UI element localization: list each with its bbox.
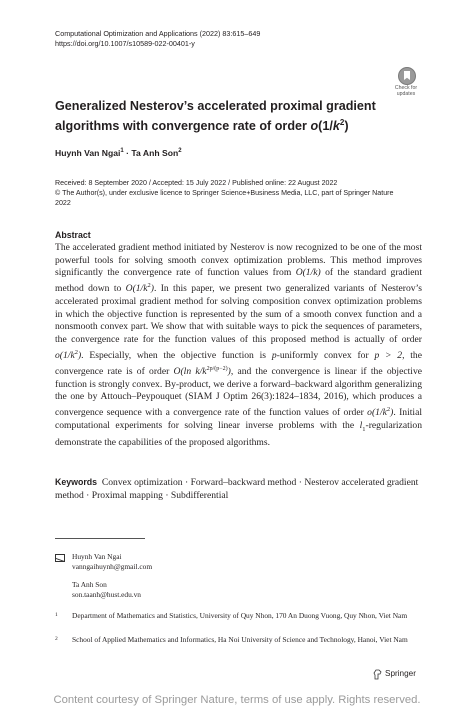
springer-horse-icon <box>373 669 382 680</box>
check-for-updates-badge[interactable] <box>391 66 421 100</box>
paper-title: Generalized Nesterov’s accelerated proximal gradient algorithms with convergence rate of order $o(1/k^2)$ <box>55 99 376 133</box>
contact-email[interactable]: vanngaihuynh@gmail.com <box>72 562 153 571</box>
journal-citation: Computational Optimization and Applications (2022) 83:615–649 <box>55 29 261 38</box>
badge-line2: updates <box>396 91 416 97</box>
abstract-heading: Abstract <box>55 230 91 240</box>
contact-name: Ta Anh Son <box>72 580 107 589</box>
bookmark-icon <box>398 67 416 85</box>
badge-line1: Check for <box>394 85 418 91</box>
author-name[interactable]: Ta Anh Son <box>131 148 179 158</box>
keywords-heading: Keywords <box>55 477 98 487</box>
contact-email[interactable]: son.taanh@hust.edu.vn <box>72 590 142 599</box>
springer-logo: Springer <box>373 669 425 681</box>
footer-notice: Content courtesy of Springer Nature, terms of use apply. Rights reserved. <box>53 694 421 706</box>
contact-block <box>55 552 152 600</box>
envelope-icon <box>55 554 65 562</box>
author-name[interactable]: Huynh Van Ngai <box>55 148 121 158</box>
journal-header <box>55 29 260 49</box>
abstract-text: The accelerated gradient method initiated by Nesterov is now recognized to be one of the most powerful tools for solving smooth convex optimization problems. This method improves significantly the convergence rate of function values from O(1/k) of the standard gradient method down to $O(1/k^2)$. In this paper, we present two generalized variants of Nesterov’s accelerated proximal gradient method for solving composition convex optimization problems in which the objective function is represented by the sum of a smooth convex function and a nonsmooth convex part. We show that with suitable ways to pick the sequences of parameters, the convergence rate for the function values of this proposed method is actually of order $o(1/k^2)$. Especially, when the objective function is p-uniformly convex for p > 2, the convergence rate is of order O(ln $k/k^{2p/(p-2)}$), and the convergence is linear if the objective function is strongly convex. By-product, we derive a forward–backward algorithm generalizing the one by Attouch–Peypouquet (SIAM J Optim 26(3):1824–1834, 2016), which produces a convergence sequence with a convergence rate of the function values of order $o(1/k^2)$. Initial computational experiments for solving linear inverse problems with the $l_1$-regularization demonstrate the capabilities of the proposed algorithms. <box>55 242 422 448</box>
publication-dates: Received: 8 September 2020 / Accepted: 15 July 2022 / Published online: 22 August 2022 © The Author(s), under exclusive licence to Springer Science+Business Media, LLC, part of Springer Nature 2022 <box>55 179 394 208</box>
keywords-list: Convex optimization · Forward–backward method · Nesterov accelerated gradient method · Proximal mapping · Subdifferential <box>55 477 419 501</box>
doi-link[interactable]: https://doi.org/10.1007/s10589-022-00401-y <box>55 39 195 48</box>
author-list: Huynh Van Ngai$^1$ · Ta Anh Son$^2$ <box>55 148 182 158</box>
contact-name: Huynh Van Ngai <box>72 552 122 561</box>
keywords <box>55 476 422 502</box>
footnote-divider <box>55 538 145 539</box>
